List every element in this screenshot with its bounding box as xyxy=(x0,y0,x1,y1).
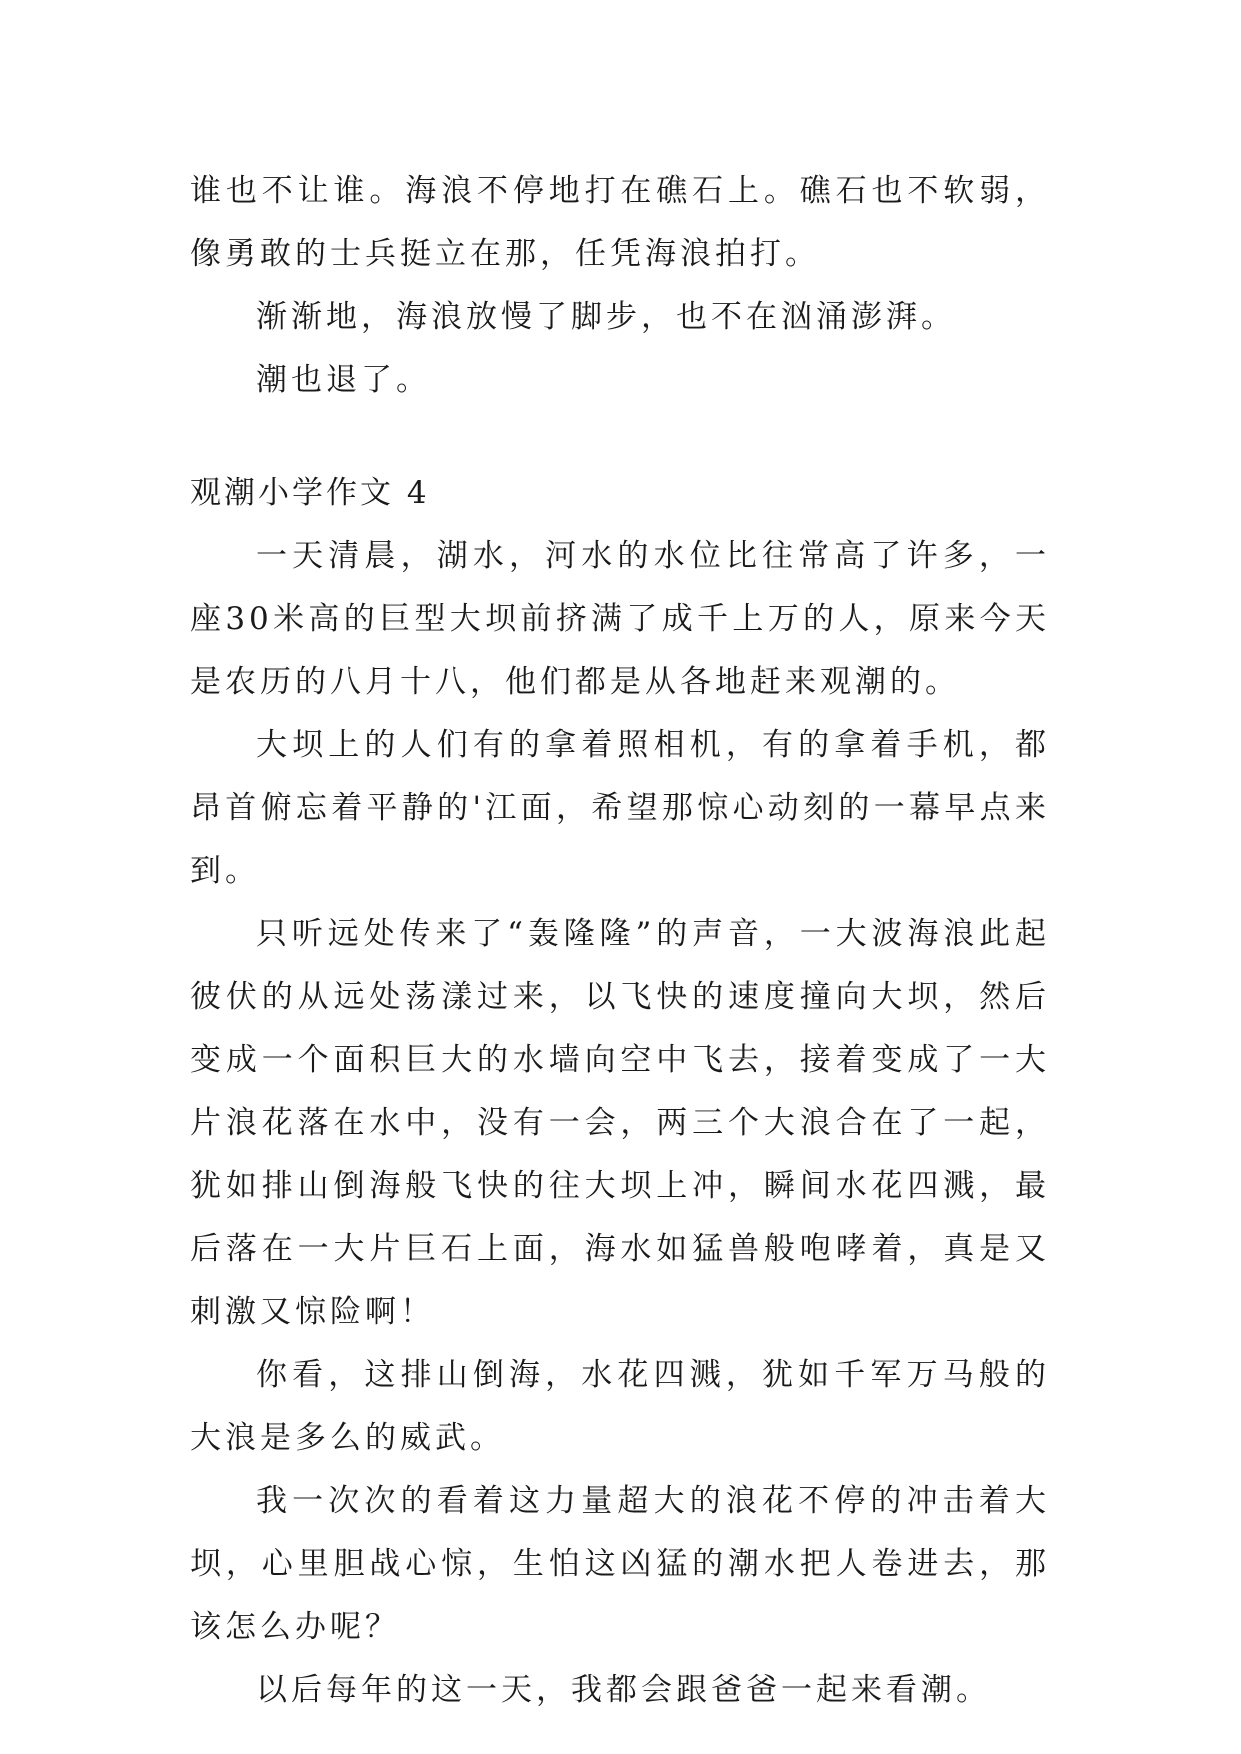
paragraph-morning: 一天清晨，湖水，河水的水位比往常高了许多，一座30米高的巨型大坝前挤满了成千上万的人，原来今天是农历的八月十八，他们都是从各地赶来观潮的。 xyxy=(190,538,1050,700)
paragraph-waves-arrive: 只听远处传来了“轰隆隆”的声音，一大波海浪此起彼伏的从远处荡漾过来，以飞快的速度撞向大坝，然后变成一个面积巨大的水墙向空中飞去，接着变成了一大片浪花落在水中，没有一会，两三个大浪合在了一起，犹如排山倒海般飞快的往大坝上冲，瞬间水花四溅，最后落在一大片巨石上面，海水如猛兽般咆哮着，真是又刺激又惊险啊！ xyxy=(190,916,1050,1330)
paragraph-continuation: 谁也不让谁。海浪不停地打在礁石上。礁石也不软弱，像勇敢的士兵挺立在那，任凭海浪拍打。 xyxy=(190,173,1050,272)
paragraph-tide-recedes: 潮也退了。 xyxy=(256,362,431,398)
document-body xyxy=(190,160,1050,1722)
paragraph-fear: 我一次次的看着这力量超大的浪花不停的冲击着大坝，心里胆战心惊，生怕这凶猛的潮水把人卷进去，那该怎么办呢？ xyxy=(190,1483,1050,1645)
paragraph-every-year: 以后每年的这一天，我都会跟爸爸一起来看潮。 xyxy=(256,1672,991,1708)
paragraph-crowd: 大坝上的人们有的拿着照相机，有的拿着手机，都昂首俯忘着平静的'江面，希望那惊心动刻的一幕早点来到。 xyxy=(190,727,1050,889)
section-heading: 观潮小学作文 4 xyxy=(190,475,430,511)
paragraph-majestic: 你看，这排山倒海，水花四溅，犹如千军万马般的大浪是多么的威武。 xyxy=(190,1357,1050,1456)
paragraph-waves-slow: 渐渐地，海浪放慢了脚步，也不在汹涌澎湃。 xyxy=(256,299,956,335)
